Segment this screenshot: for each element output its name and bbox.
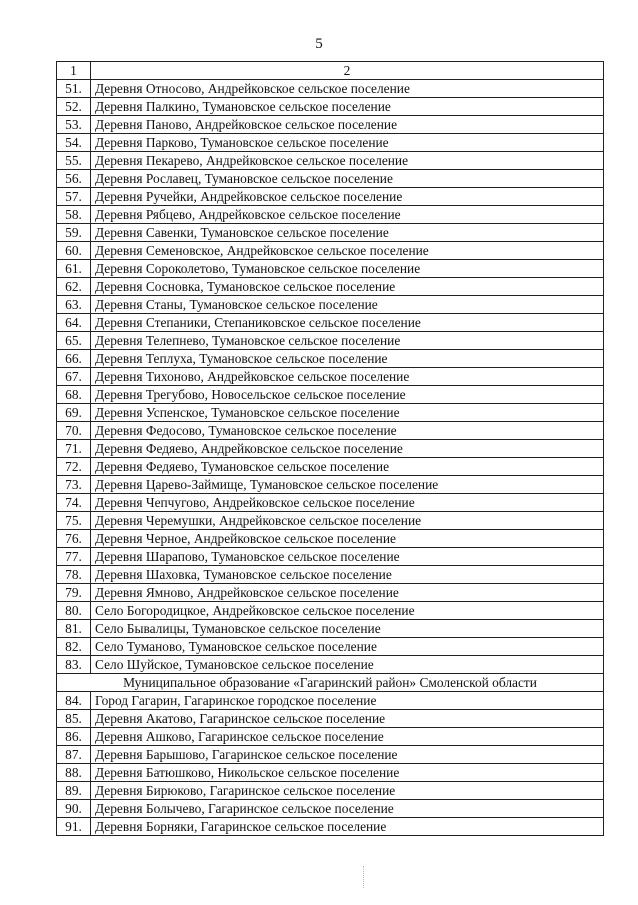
table-row (57, 602, 604, 620)
settlements-table (56, 61, 604, 836)
row-number: 75. (57, 512, 91, 530)
scan-mark (363, 866, 365, 888)
row-number: 71. (57, 440, 91, 458)
table-row (57, 710, 604, 728)
row-settlement: Деревня Успенское, Тумановское сельское поселение (91, 404, 604, 422)
table-row (57, 764, 604, 782)
table-row (57, 458, 604, 476)
section-heading: Муниципальное образование «Гагаринский район» Смоленской области (57, 674, 604, 692)
row-number: 81. (57, 620, 91, 638)
table-row (57, 746, 604, 764)
table-row (57, 782, 604, 800)
row-number: 51. (57, 80, 91, 98)
table-row (57, 404, 604, 422)
row-settlement: Деревня Телепнево, Тумановское сельское поселение (91, 332, 604, 350)
row-settlement: Деревня Ямново, Андрейковское сельское поселение (91, 584, 604, 602)
row-settlement: Деревня Черное, Андрейковское сельское поселение (91, 530, 604, 548)
table-row (57, 188, 604, 206)
table-row (57, 494, 604, 512)
row-number: 55. (57, 152, 91, 170)
row-number: 89. (57, 782, 91, 800)
row-number: 69. (57, 404, 91, 422)
row-settlement: Деревня Чепчугово, Андрейковское сельское поселение (91, 494, 604, 512)
row-settlement: Деревня Станы, Тумановское сельское поселение (91, 296, 604, 314)
row-settlement: Село Бывалицы, Тумановское сельское поселение (91, 620, 604, 638)
row-settlement: Деревня Барышово, Гагаринское сельское поселение (91, 746, 604, 764)
row-number: 76. (57, 530, 91, 548)
row-number: 88. (57, 764, 91, 782)
header-col-2: 2 (91, 62, 604, 80)
row-number: 56. (57, 170, 91, 188)
row-settlement: Деревня Палкино, Тумановское сельское поселение (91, 98, 604, 116)
row-settlement: Деревня Теплуха, Тумановское сельское поселение (91, 350, 604, 368)
row-number: 87. (57, 746, 91, 764)
table-row (57, 638, 604, 656)
row-settlement: Деревня Ручейки, Андрейковское сельское поселение (91, 188, 604, 206)
row-number: 54. (57, 134, 91, 152)
row-settlement: Город Гагарин, Гагаринское городское поселение (91, 692, 604, 710)
table-row (57, 476, 604, 494)
row-number: 91. (57, 818, 91, 836)
table-row (57, 278, 604, 296)
table-row (57, 620, 604, 638)
row-number: 84. (57, 692, 91, 710)
row-settlement: Деревня Федяево, Андрейковское сельское поселение (91, 440, 604, 458)
table-row (57, 530, 604, 548)
table-row (57, 584, 604, 602)
table-row (57, 170, 604, 188)
row-number: 67. (57, 368, 91, 386)
row-number: 57. (57, 188, 91, 206)
row-settlement: Деревня Парково, Тумановское сельское поселение (91, 134, 604, 152)
row-number: 78. (57, 566, 91, 584)
table-row (57, 368, 604, 386)
table-row (57, 332, 604, 350)
row-number: 64. (57, 314, 91, 332)
table-row (57, 296, 604, 314)
row-settlement: Село Шуйское, Тумановское сельское поселение (91, 656, 604, 674)
table-row (57, 80, 604, 98)
row-number: 80. (57, 602, 91, 620)
row-settlement: Деревня Батюшково, Никольское сельское поселение (91, 764, 604, 782)
table-row (57, 98, 604, 116)
row-settlement: Деревня Бирюково, Гагаринское сельское поселение (91, 782, 604, 800)
table-row (57, 548, 604, 566)
row-settlement: Деревня Трегубово, Новосельское сельское поселение (91, 386, 604, 404)
row-settlement: Деревня Рославец, Тумановское сельское поселение (91, 170, 604, 188)
row-number: 85. (57, 710, 91, 728)
table-row (57, 350, 604, 368)
table-row (57, 566, 604, 584)
row-settlement: Деревня Рябцево, Андрейковское сельское поселение (91, 206, 604, 224)
row-settlement: Деревня Тихоново, Андрейковское сельское поселение (91, 368, 604, 386)
row-settlement: Деревня Федяево, Тумановское сельское поселение (91, 458, 604, 476)
row-number: 79. (57, 584, 91, 602)
table-row (57, 728, 604, 746)
row-number: 90. (57, 800, 91, 818)
row-settlement: Деревня Черемушки, Андрейковское сельское поселение (91, 512, 604, 530)
table-row (57, 512, 604, 530)
table-row (57, 818, 604, 836)
row-number: 60. (57, 242, 91, 260)
table-row (57, 656, 604, 674)
row-number: 62. (57, 278, 91, 296)
page-number: 5 (315, 36, 323, 52)
row-number: 58. (57, 206, 91, 224)
row-settlement: Деревня Пекарево, Андрейковское сельское поселение (91, 152, 604, 170)
row-settlement: Село Богородицкое, Андрейковское сельское поселение (91, 602, 604, 620)
row-settlement: Деревня Борняки, Гагаринское сельское поселение (91, 818, 604, 836)
row-settlement: Деревня Акатово, Гагаринское сельское поселение (91, 710, 604, 728)
row-settlement: Деревня Паново, Андрейковское сельское поселение (91, 116, 604, 134)
table-row (57, 422, 604, 440)
table-body (57, 62, 604, 836)
table-row (57, 152, 604, 170)
row-settlement: Деревня Ашково, Гагаринское сельское поселение (91, 728, 604, 746)
table-row (57, 386, 604, 404)
row-number: 66. (57, 350, 91, 368)
row-settlement: Деревня Федосово, Тумановское сельское поселение (91, 422, 604, 440)
row-number: 72. (57, 458, 91, 476)
row-settlement: Село Туманово, Тумановское сельское поселение (91, 638, 604, 656)
row-number: 70. (57, 422, 91, 440)
row-settlement: Деревня Царево-Займище, Тумановское сельское поселение (91, 476, 604, 494)
row-number: 65. (57, 332, 91, 350)
row-settlement: Деревня Шарапово, Тумановское сельское поселение (91, 548, 604, 566)
table-row (57, 116, 604, 134)
row-settlement: Деревня Степаники, Степаниковское сельское поселение (91, 314, 604, 332)
row-number: 61. (57, 260, 91, 278)
table-row (57, 314, 604, 332)
table-row (57, 260, 604, 278)
table-row (57, 134, 604, 152)
table-row (57, 224, 604, 242)
section-heading-row (57, 674, 604, 692)
table-row (57, 242, 604, 260)
row-number: 59. (57, 224, 91, 242)
row-settlement: Деревня Относово, Андрейковское сельское поселение (91, 80, 604, 98)
row-number: 53. (57, 116, 91, 134)
row-number: 73. (57, 476, 91, 494)
row-settlement: Деревня Сосновка, Тумановское сельское поселение (91, 278, 604, 296)
table-row (57, 206, 604, 224)
table-row (57, 692, 604, 710)
row-settlement: Деревня Болычево, Гагаринское сельское поселение (91, 800, 604, 818)
row-settlement: Деревня Савенки, Тумановское сельское поселение (91, 224, 604, 242)
row-settlement: Деревня Семеновское, Андрейковское сельское поселение (91, 242, 604, 260)
table-row (57, 440, 604, 458)
row-number: 77. (57, 548, 91, 566)
row-number: 82. (57, 638, 91, 656)
row-number: 83. (57, 656, 91, 674)
row-number: 86. (57, 728, 91, 746)
header-col-1: 1 (57, 62, 91, 80)
row-settlement: Деревня Шаховка, Тумановское сельское поселение (91, 566, 604, 584)
table-row (57, 800, 604, 818)
row-number: 63. (57, 296, 91, 314)
row-settlement: Деревня Сороколетово, Тумановское сельское поселение (91, 260, 604, 278)
row-number: 52. (57, 98, 91, 116)
row-number: 74. (57, 494, 91, 512)
table-header-row (57, 62, 604, 80)
row-number: 68. (57, 386, 91, 404)
